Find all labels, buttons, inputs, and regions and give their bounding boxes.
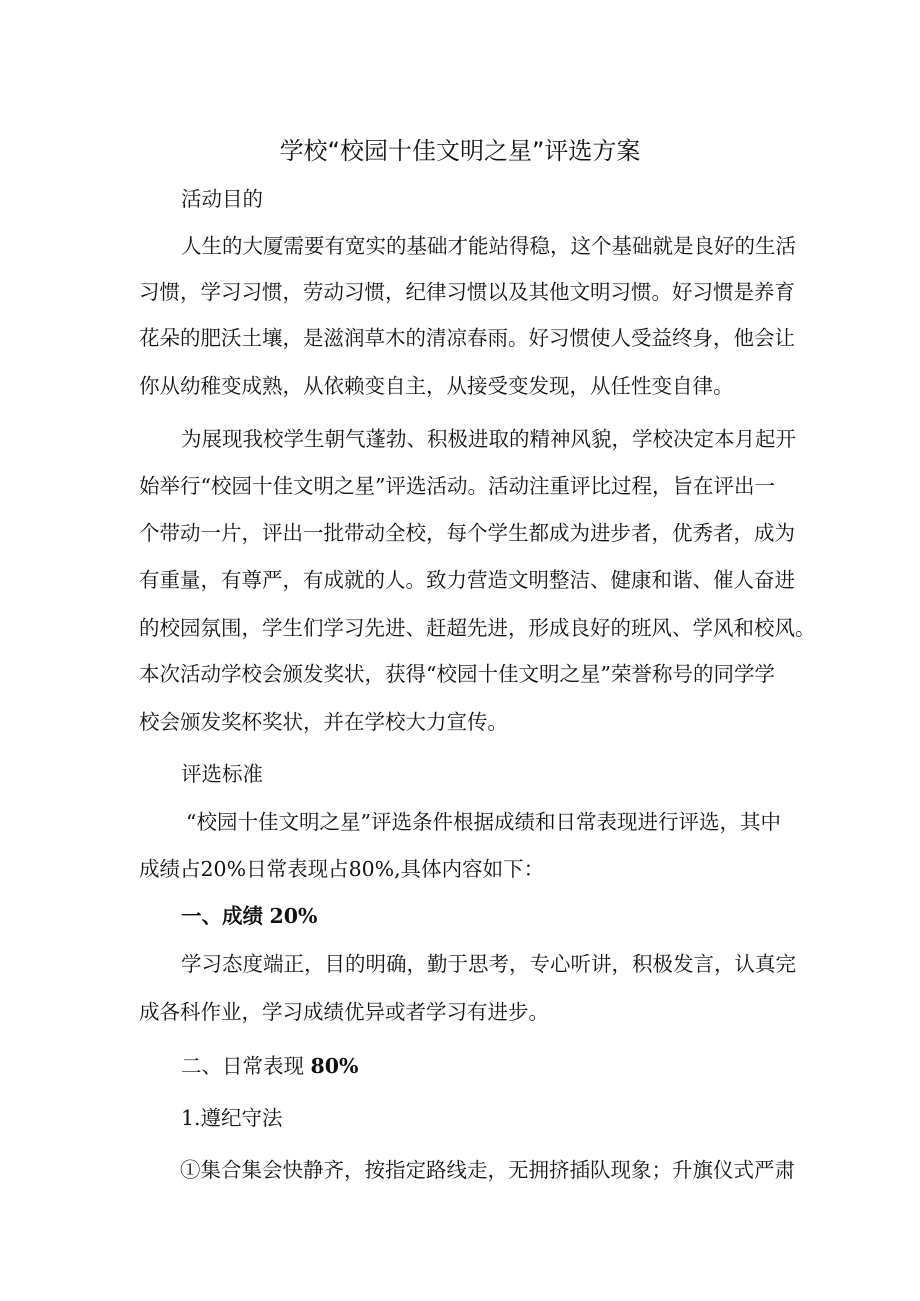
paragraph-line: 始举行“校园十佳文明之星”评选活动。活动注重评比过程，旨在评出一 [139, 474, 775, 498]
section-heading-purpose: 活动目的 [181, 187, 263, 211]
item-heading-grades [181, 902, 318, 930]
paragraph-line: 个带动一片，评出一批带动全校，每个学生都成为进步者，优秀者，成为 [139, 521, 795, 545]
paragraph-line: 本次活动学校会颁发奖状，获得“校园十佳文明之星”荣誉称号的同学学 [139, 662, 775, 686]
paragraph-line: 为展现我校学生朝气蓬勃、积极进取的精神风貌，学校决定本月起开 [181, 427, 796, 451]
paragraph-line: 有重量，有尊严，有成就的人。致力营造文明整洁、健康和谐、催人奋进 [139, 568, 795, 592]
paragraph-line: 学习态度端正，目的明确，勤于思考，专心听讲，积极发言，认真完 [181, 952, 796, 976]
paragraph-line: 的校园氛围，学生们学习先进、赶超先进，形成良好的班风、学风和校风。 [139, 616, 816, 640]
paragraph-line: “校园十佳文明之星”评选条件根据成绩和日常表现进行评选，其中 [186, 810, 781, 834]
paragraph-line: 花朵的肥沃土壤，是滋润草木的清凉春雨。好习惯使人受益终身，他会让 [139, 326, 795, 350]
paragraph-line: ①集合集会快静齐，按指定路线走，无拥挤插队现象；升旗仪式严肃 [180, 1158, 795, 1182]
paragraph-line: 成绩占20%日常表现占80%,具体内容如下： [139, 857, 545, 881]
section-heading-criteria: 评选标准 [181, 762, 263, 786]
document-title: 学校“校园十佳文明之星”评选方案 [279, 137, 641, 165]
paragraph-line: 人生的大厦需要有宽实的基础才能站得稳，这个基础就是良好的生活 [181, 234, 796, 258]
item-heading-label: 一、成绩 [181, 904, 263, 928]
item-heading-daily [181, 1052, 359, 1080]
paragraph-line: 校会颁发奖杯奖状，并在学校大力宣传。 [139, 710, 508, 734]
item-heading-percent: 20% [269, 904, 318, 928]
paragraph-line: 你从幼稚变成熟，从依赖变自主，从接受变发现，从任性变自律。 [139, 374, 734, 398]
paragraph-line: 成各科作业，学习成绩优异或者学习有进步。 [139, 1000, 549, 1024]
sub-heading-discipline: 1.遵纪守法 [181, 1106, 283, 1130]
item-heading-percent: 80% [310, 1054, 359, 1078]
paragraph-line: 习惯，学习习惯，劳动习惯，纪律习惯以及其他文明习惯。好习惯是养育 [139, 280, 795, 304]
item-heading-label: 二、日常表现 [181, 1054, 304, 1078]
